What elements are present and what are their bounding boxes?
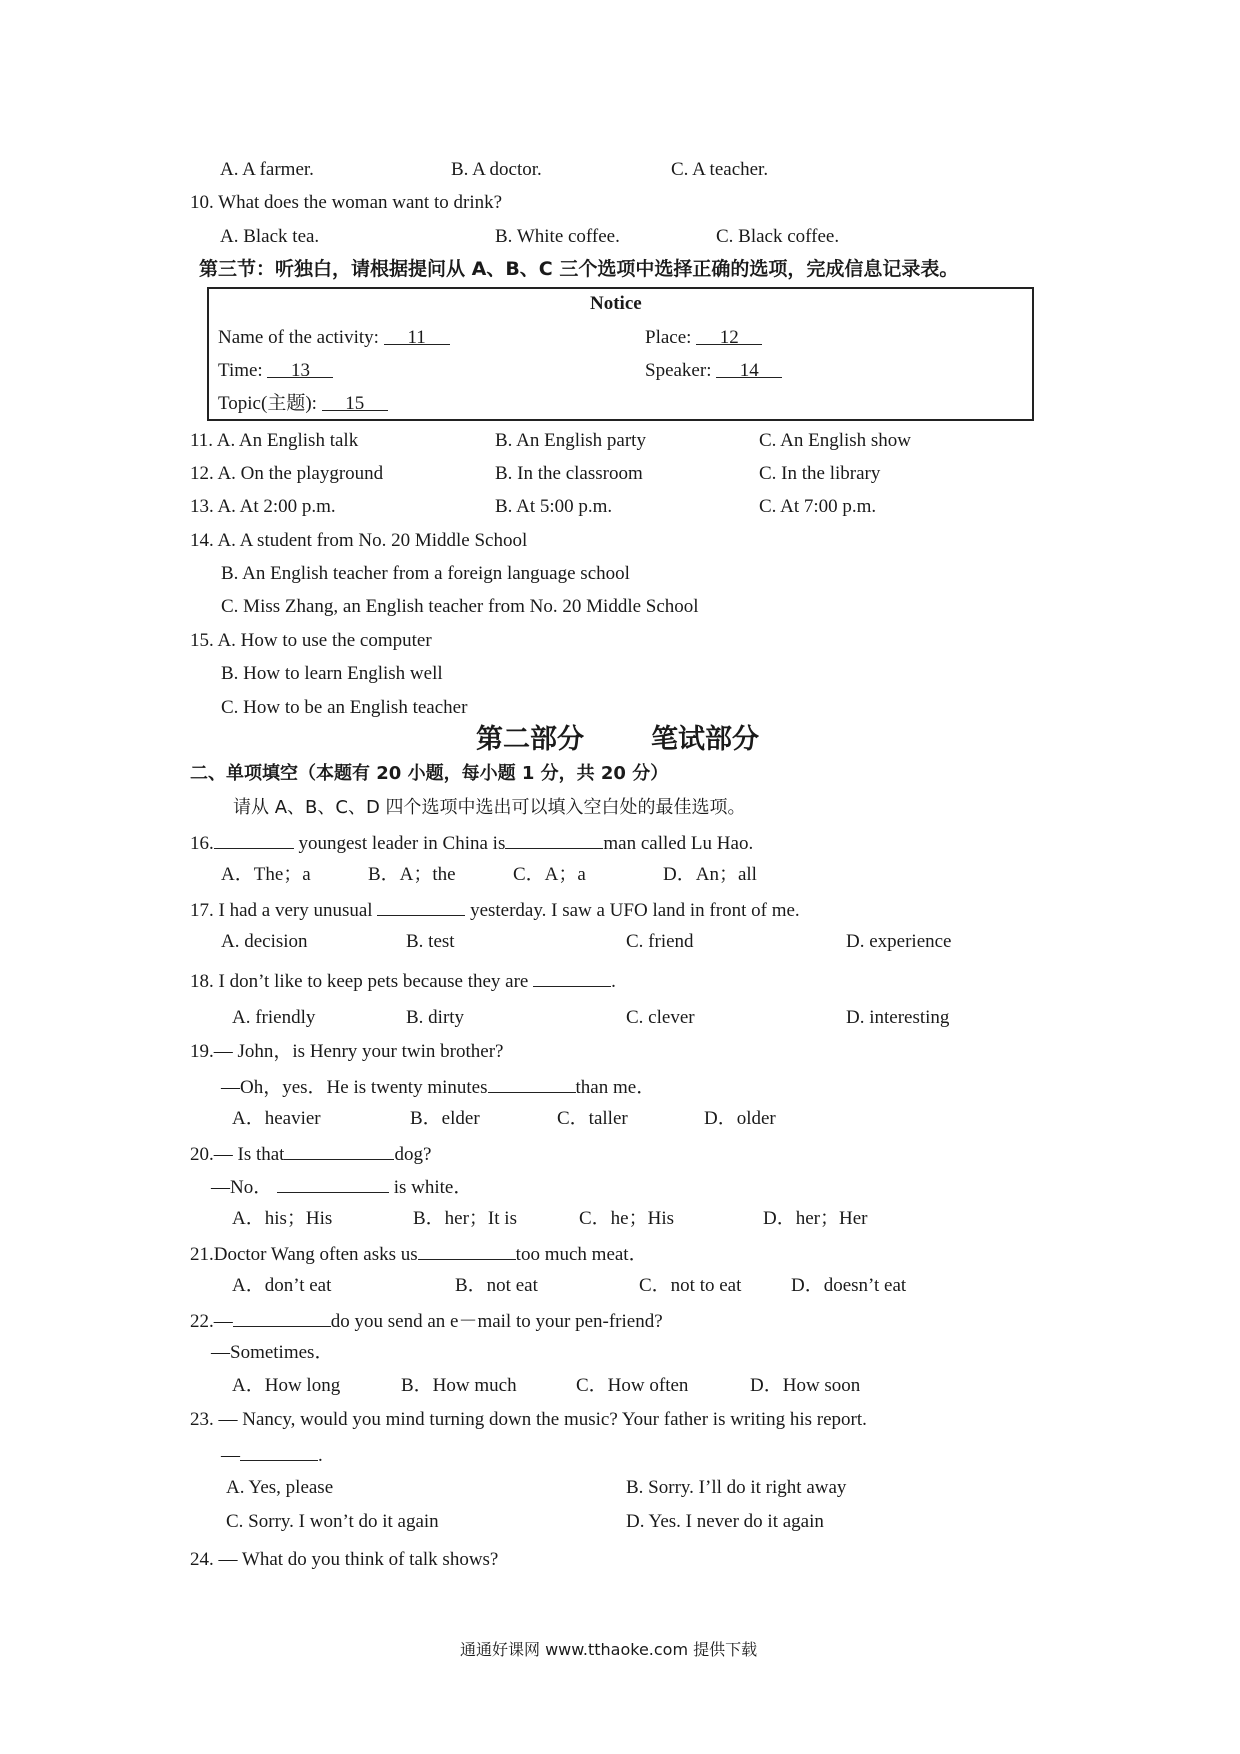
q23-option-d: D. Yes. I never do it again	[626, 1511, 824, 1532]
q10-stem: 10. What does the woman want to drink?	[190, 192, 503, 213]
q17-option-a: A. decision	[221, 931, 308, 952]
q16-option-d: D．An；all	[663, 864, 757, 885]
q21-option-a: A．don’t eat	[232, 1275, 332, 1296]
q16-blank-1	[214, 830, 294, 849]
notice-place-label: Place:	[645, 327, 692, 348]
part2-heading-right: 笔试部分	[651, 724, 759, 755]
q22-reply: —Sometimes．	[211, 1342, 334, 1363]
q22-stem: 22.— do you send an e－mail to your pen-friend?	[190, 1308, 663, 1334]
q15-option-a: 15. A. How to use the computer	[190, 630, 432, 651]
notice-time-blank: 13	[267, 359, 333, 378]
q23-option-a: A. Yes, please	[226, 1477, 334, 1498]
q16-stem: 16. youngest leader in China is man called Lu Hao.	[190, 830, 753, 856]
q18-stem: 18. I don’t like to keep pets because they are .	[190, 968, 616, 994]
q12-option-b: B. In the classroom	[495, 463, 643, 484]
notice-time	[218, 359, 333, 383]
section2-heading: 二、单项填空（本题有 20 小题，每小题 1 分，共 20 分）	[190, 763, 669, 784]
notice-activity	[218, 326, 450, 350]
q13-option-b: B. At 5:00 p.m.	[495, 496, 613, 517]
q20-reply: —No． is white．	[211, 1174, 472, 1200]
q9-option-c: C. A teacher.	[671, 159, 769, 180]
q21-option-c: C．not to eat	[639, 1275, 742, 1296]
q20-blank-2	[277, 1174, 389, 1193]
section3-heading: 第三节：听独白，请根据提问从 A、B、C 三个选项中选择正确的选项，完成信息记录表。	[199, 258, 959, 280]
q23-blank	[240, 1442, 318, 1461]
q11-option-c: C. An English show	[759, 430, 912, 451]
notice-topic-label: Topic(主题):	[218, 393, 317, 414]
q11-option-a: 11. A. An English talk	[190, 430, 359, 451]
q18-option-a: A. friendly	[232, 1007, 316, 1028]
notice-activity-blank: 11	[384, 326, 450, 345]
q19-option-d: D．older	[704, 1108, 776, 1129]
q20-blank-1	[284, 1141, 394, 1160]
notice-place	[645, 326, 762, 350]
q11-option-b: B. An English party	[495, 430, 646, 451]
notice-speaker-blank: 14	[716, 359, 782, 378]
q17-option-d: D. experience	[846, 931, 952, 952]
q20-option-b: B．her；It is	[413, 1208, 517, 1229]
q13-option-c: C. At 7:00 p.m.	[759, 496, 877, 517]
q10-option-b: B. White coffee.	[495, 226, 620, 247]
q16-option-b: B．A；the	[368, 864, 456, 885]
section2-instruction: 请从 A、B、C、D 四个选项中选出可以填入空白处的最佳选项。	[233, 797, 746, 818]
q17-stem: 17. I had a very unusual yesterday. I saw a UFO land in front of me.	[190, 897, 800, 923]
notice-speaker-label: Speaker:	[645, 360, 712, 381]
q9-option-a: A. A farmer.	[220, 159, 314, 180]
q9-option-b: B. A doctor.	[451, 159, 542, 180]
q18-blank	[533, 968, 611, 987]
q22-option-a: A．How long	[232, 1375, 341, 1396]
part2-heading-left: 第二部分	[476, 724, 584, 755]
notice-speaker	[645, 359, 782, 383]
q16-option-a: A．The；a	[221, 864, 311, 885]
q22-option-b: B．How much	[401, 1375, 517, 1396]
q15-option-b: B. How to learn English well	[221, 663, 443, 684]
q16-option-c: C．A；a	[513, 864, 586, 885]
q20-option-a: A．his；His	[232, 1208, 333, 1229]
q19-option-b: B．elder	[410, 1108, 480, 1129]
q19-blank	[488, 1074, 576, 1093]
q21-option-d: D．doesn’t eat	[791, 1275, 907, 1296]
q14-option-a: 14. A. A student from No. 20 Middle School	[190, 530, 528, 551]
q20-option-d: D．her；Her	[763, 1208, 868, 1229]
q22-option-c: C．How often	[576, 1375, 689, 1396]
q10-option-a: A. Black tea.	[220, 226, 320, 247]
q23-reply: — .	[221, 1442, 323, 1468]
q19-option-c: C．taller	[557, 1108, 628, 1129]
q21-blank	[418, 1241, 516, 1260]
notice-activity-label: Name of the activity:	[218, 327, 379, 348]
q12-option-c: C. In the library	[759, 463, 881, 484]
q23-option-b: B. Sorry. I’ll do it right away	[626, 1477, 847, 1498]
q18-option-d: D. interesting	[846, 1007, 950, 1028]
q10-option-c: C. Black coffee.	[716, 226, 840, 247]
q19-option-a: A．heavier	[232, 1108, 321, 1129]
q23-stem: 23. — Nancy, would you mind turning down the music? Your father is writing his report.	[190, 1409, 867, 1430]
q17-option-c: C. friend	[626, 931, 694, 952]
page-footer: 通通好课网 www.tthaoke.com 提供下载	[460, 1640, 758, 1659]
q12-option-a: 12. A. On the playground	[190, 463, 384, 484]
notice-topic-blank: 15	[322, 392, 388, 411]
q23-option-c: C. Sorry. I won’t do it again	[226, 1511, 439, 1532]
q19-stem: 19.— John，is Henry your twin brother?	[190, 1041, 504, 1062]
q17-blank	[377, 897, 465, 916]
q20-option-c: C．he；His	[579, 1208, 675, 1229]
q13-option-a: 13. A. At 2:00 p.m.	[190, 496, 336, 517]
notice-place-blank: 12	[696, 326, 762, 345]
notice-time-label: Time:	[218, 360, 263, 381]
q20-stem: 20.— Is that dog?	[190, 1141, 431, 1167]
q19-reply: —Oh，yes．He is twenty minutes than me．	[221, 1074, 655, 1100]
q22-option-d: D．How soon	[750, 1375, 861, 1396]
q24-stem: 24. — What do you think of talk shows?	[190, 1549, 499, 1570]
q21-option-b: B．not eat	[455, 1275, 538, 1296]
q16-blank-2	[505, 830, 603, 849]
q18-option-b: B. dirty	[406, 1007, 465, 1028]
q21-stem: 21.Doctor Wang often asks us too much meat．	[190, 1241, 648, 1267]
q17-option-b: B. test	[406, 931, 455, 952]
q15-option-c: C. How to be an English teacher	[221, 697, 468, 718]
q18-option-c: C. clever	[626, 1007, 695, 1028]
q14-option-b: B. An English teacher from a foreign language school	[221, 563, 630, 584]
notice-topic	[218, 392, 388, 416]
q14-option-c: C. Miss Zhang, an English teacher from No. 20 Middle School	[221, 596, 699, 617]
q22-blank	[233, 1308, 331, 1327]
notice-title: Notice	[590, 293, 642, 314]
